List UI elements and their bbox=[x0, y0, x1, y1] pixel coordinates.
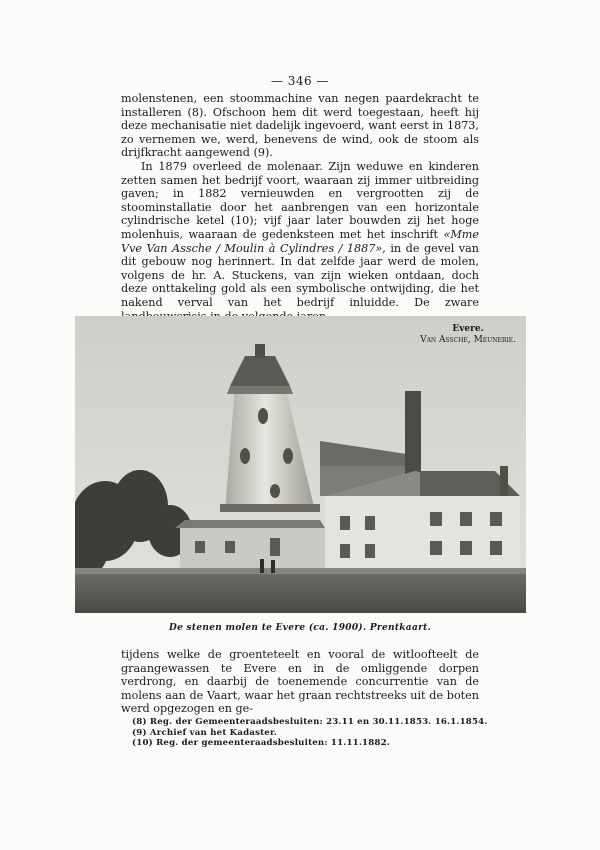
footnotes bbox=[132, 717, 492, 749]
body-text-top bbox=[121, 92, 479, 323]
footnote-10: (10) Reg. der gemeenteraadsbesluiten: 11.11.1882. bbox=[132, 738, 390, 749]
ground bbox=[75, 571, 526, 613]
inscription-text: «Mme Vve Van Assche / Moulin à Cylindres / 1887» bbox=[121, 227, 479, 255]
paragraph-2-end: , in de gevel van dit gebouw nog herinnert. In dat zelfde jaar werd de molen, volgens de hr. A. Stuckens, van zijn wieken ontdaan, doch deze onttakeling gold als een symbolische ontwijding, die het nakend verval van het bedrijf inluidde. De zware bbox=[121, 241, 479, 309]
footnote-9: (9) Archief van het Kadaster. bbox=[132, 727, 278, 738]
footnote-8: (8) Reg. der Gemeenteraadsbesluiten: 23.11 en 30.11.1853. 16.1.1854. bbox=[132, 717, 488, 727]
paragraph-3: tijdens welke de groenteteelt en vooral de witloofteelt de graangewassen te Evere en in de omliggende dorpen verdrong, en daarbij de toenemende concurrentie van de molens aan de Vaart, waar het graan rechtstreeks uit de boten werd opgezogen en ge- bbox=[121, 648, 479, 716]
photo-imprint-place: Evere. bbox=[452, 324, 484, 334]
body-text-bottom bbox=[121, 648, 479, 716]
photo-caption: De stenen molen te Evere (ca. 1900). Prentkaart. bbox=[168, 623, 432, 633]
page-number: — 346 — bbox=[270, 74, 330, 88]
shed bbox=[175, 520, 325, 576]
paragraph-2-start: In 1879 overleed de molenaar. Zijn weduwe en kinderen zetten samen het bedrijf voort, waaraan zij immer uitbreiding gaven; in 1882 vernieuwden en vergrootten zij de stoominstallatie door het aanbrengen van een horizontale cylindrische ketel (10); vijf jaar later bouwden zij het hoge molenhuis, waaraan de gedenksteen met het inschrift bbox=[121, 159, 479, 241]
photo-imprint-publisher: Van Assche, Meunerie. bbox=[420, 335, 516, 345]
windmill-illustration bbox=[75, 316, 526, 613]
stage bbox=[220, 504, 320, 512]
photo-imprint bbox=[420, 324, 516, 346]
paragraph-2 bbox=[121, 160, 479, 323]
paragraph-1: molenstenen, een stoommachine van negen paardekracht te installeren (8). Ofschoon hem dit werd toegestaan, heeft hij deze mechanisatie niet dadelijk ingevoerd, want eerst in 1873, zo vernemen we, werd, benevens de wind, ook de stoom als drijfkracht aangewend (9). bbox=[121, 92, 479, 160]
windmill-photograph bbox=[75, 316, 526, 613]
